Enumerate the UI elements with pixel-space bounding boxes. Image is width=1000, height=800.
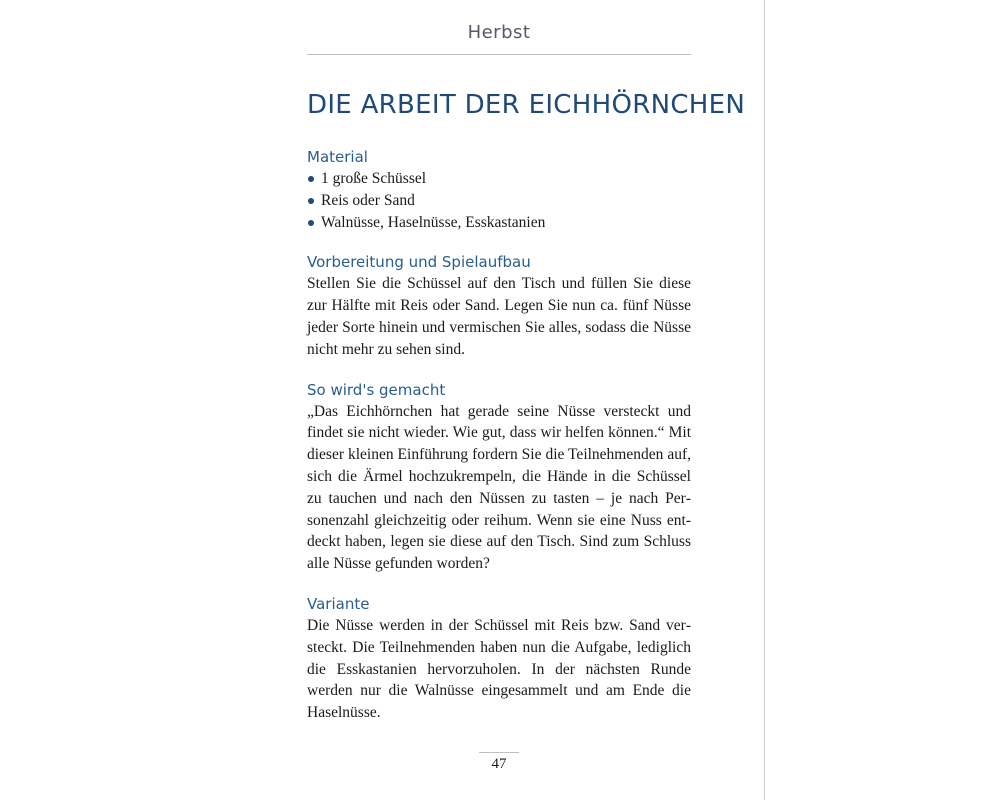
howto-section	[307, 379, 691, 575]
material-list	[307, 168, 691, 233]
list-item	[307, 190, 691, 212]
material-section	[307, 146, 691, 233]
list-item	[307, 212, 691, 234]
list-item-text: 1 große Schüssel	[321, 170, 427, 187]
page-number: 47	[491, 756, 507, 772]
list-item-text: Reis oder Sand	[321, 191, 415, 209]
preparation-text: Stellen Sie die Schüssel auf den Tisch und füllen Sie diese zur Hälfte mit Reis oder Sand. Legen Sie nun ca. fünf Nüsse jeder Sorte hinein und vermischen Sie alles, sodass die Nüsse nicht mehr zu sehen sind.	[307, 275, 691, 358]
variant-heading: Variante	[307, 594, 370, 613]
material-heading: Material	[307, 148, 368, 166]
list-item-text: Walnüsse, Haselnüsse, Esskastanien	[321, 213, 546, 231]
howto-heading: So wird's gemacht	[307, 380, 446, 399]
footer-rule	[479, 752, 519, 753]
list-item	[307, 168, 691, 190]
page-edge-divider	[764, 0, 765, 800]
bullet-icon	[308, 220, 314, 226]
content	[307, 146, 691, 742]
running-header: Herbst	[467, 22, 531, 43]
header-rule	[307, 54, 691, 55]
howto-text: „Das Eichhörnchen hat gerade seine Nüsse versteckt und findet sie nicht wieder. Wie gut, dass wir helfen können.“ Mit dieser kleinen Einführung fordern Sie die Teilnehmenden auf, sich die Ärmel hochzukrempeln, die Hände in die Schüssel zu tauchen und nach den Nüssen zu tasten – je nach Personenzahl gleichzeitig oder reihum. Wenn sie eine Nuss entdeckt haben, legen sie diese auf den Tisch. Sind zum Schluss alle Nüsse gefunden worden?	[307, 402, 691, 573]
preparation-heading: Vorbereitung und Spielaufbau	[307, 253, 531, 272]
preparation-section	[307, 251, 691, 360]
bullet-icon	[308, 176, 314, 182]
page-title: DIE ARBEIT DER EICHHÖRNCHEN	[307, 90, 746, 120]
variant-section	[307, 593, 691, 724]
variant-text: Die Nüsse werden in der Schüssel mit Reis bzw. Sand versteckt. Die Teilnehmenden haben nun die Aufgabe, lediglich die Esskastanien hervorzuholen. In der nächsten Runde werden nur die Walnüsse eingesammelt und am Ende die Haselnüsse.	[307, 616, 691, 722]
bullet-icon	[308, 198, 314, 204]
